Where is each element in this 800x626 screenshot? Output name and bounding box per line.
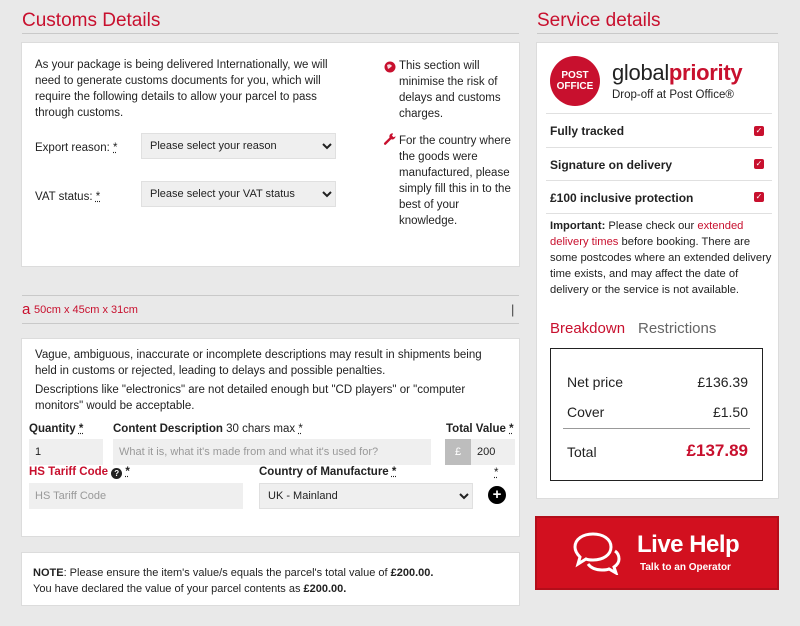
hs-tariff-input[interactable]: HS Tariff Code [29,483,243,509]
description-examples: Descriptions like "electronics" are not detailed enough but "CD players" or "computer monitors" would be acceptable. [35,384,466,412]
customs-intro: As your package is being delivered Internationally, we will need to generate customs documents for you, which will require the following details to allow your parcel to pass through customs. [35,59,328,119]
customs-title-rule [22,33,519,34]
post-office-logo: POST OFFICE [550,56,600,106]
note-line-1: NOTE: Please ensure the item's value/s equals the parcel's total value of £200.00. [33,567,434,579]
extended-delivery-link[interactable]: extended delivery times [550,220,744,248]
customs-tip-delays: This section will minimise the risk of delays and customs charges. [399,60,501,120]
feature-signature: Signature on delivery [550,158,673,172]
parcel-top-rule [22,295,519,296]
total-value: £137.89 [686,441,748,460]
vat-status-select[interactable] [141,181,336,207]
feature-signature-check-icon: ✓ [755,159,763,168]
service-title: Service details [537,10,661,31]
chat-bubbles-icon [571,531,621,580]
total-value-label: Total Value * [446,423,514,435]
content-description-input[interactable]: What it is, what it's made from and what it's used for? [113,439,431,465]
important-note: Important: Please check our extended delivery times before booking. There are some postcodes where an extended delivery time exists, and may affect the date of delivery or the service is not available. [550,220,772,296]
quantity-label: Quantity * [29,423,84,435]
wrench-icon [383,132,397,151]
feature-rule-2 [546,180,772,181]
quantity-input[interactable]: 1 [29,439,103,465]
price-breakdown-box [550,348,763,481]
add-item-icon[interactable]: + [488,486,506,504]
note-panel [21,552,520,606]
feature-rule-3 [546,213,772,214]
tab-breakdown[interactable]: Breakdown [550,320,626,337]
net-price-value: £136.39 [697,374,748,390]
cover-value: £1.50 [712,404,748,420]
item-panel [21,338,520,537]
customs-panel [21,42,520,267]
help-icon[interactable]: ? [111,468,122,479]
export-reason-label: Export reason: * [35,142,118,154]
country-of-manufacture-label: Country of Manufacture * [259,466,397,478]
parcel-icon: a [22,301,31,318]
feature-fully-tracked: Fully tracked [550,124,625,138]
globe-icon [384,60,396,78]
net-price-label: Net price [567,374,624,390]
export-reason-select[interactable] [141,133,336,159]
content-description-label: Content Description 30 chars max * [113,423,303,435]
live-help-title: Live Help [637,531,740,558]
total-value-input[interactable]: 200 [471,439,515,465]
feature-rule-1 [546,147,772,148]
global-priority-brand: globalpriority [612,60,743,85]
live-help-button[interactable] [535,516,779,590]
live-help-subtitle: Talk to an Operator [640,562,731,573]
add-item-required-mark: * [494,467,499,479]
parcel-dimension-bar[interactable] [22,302,519,318]
service-title-rule [537,33,778,34]
customs-title: Customs Details [22,10,161,31]
breakdown-divider [563,428,750,429]
description-warning: Vague, ambiguous, inaccurate or incomplete descriptions may result in shipments being held in customs or rejected, leading to delays and possible penalties. [35,349,482,377]
cover-label: Cover [567,404,605,420]
feature-protection-check-icon: ✓ [755,192,763,201]
parcel-bar-mark: | [511,302,515,317]
hs-tariff-label: HS Tariff Code ? * [29,466,130,478]
customs-tip-country: For the country where the goods were manufactured, please simply fill this in to the best of your knowledge. [399,135,511,227]
feature-fully-tracked-check-icon: ✓ [755,126,763,135]
note-line-2: You have declared the value of your parcel contents as £200.00. [33,583,347,595]
parcel-bottom-rule [22,323,519,324]
total-label: Total [567,444,597,460]
parcel-dimensions: 50cm x 45cm x 31cm [34,304,138,316]
feature-protection: £100 inclusive protection [550,191,694,205]
currency-prefix: £ [445,439,471,465]
country-of-manufacture-select[interactable] [259,483,473,509]
vat-status-label: VAT status: * [35,191,101,203]
feature-rule-0 [546,113,772,114]
tab-restrictions[interactable]: Restrictions [638,320,717,337]
dropoff-text: Drop-off at Post Office® [612,89,734,101]
